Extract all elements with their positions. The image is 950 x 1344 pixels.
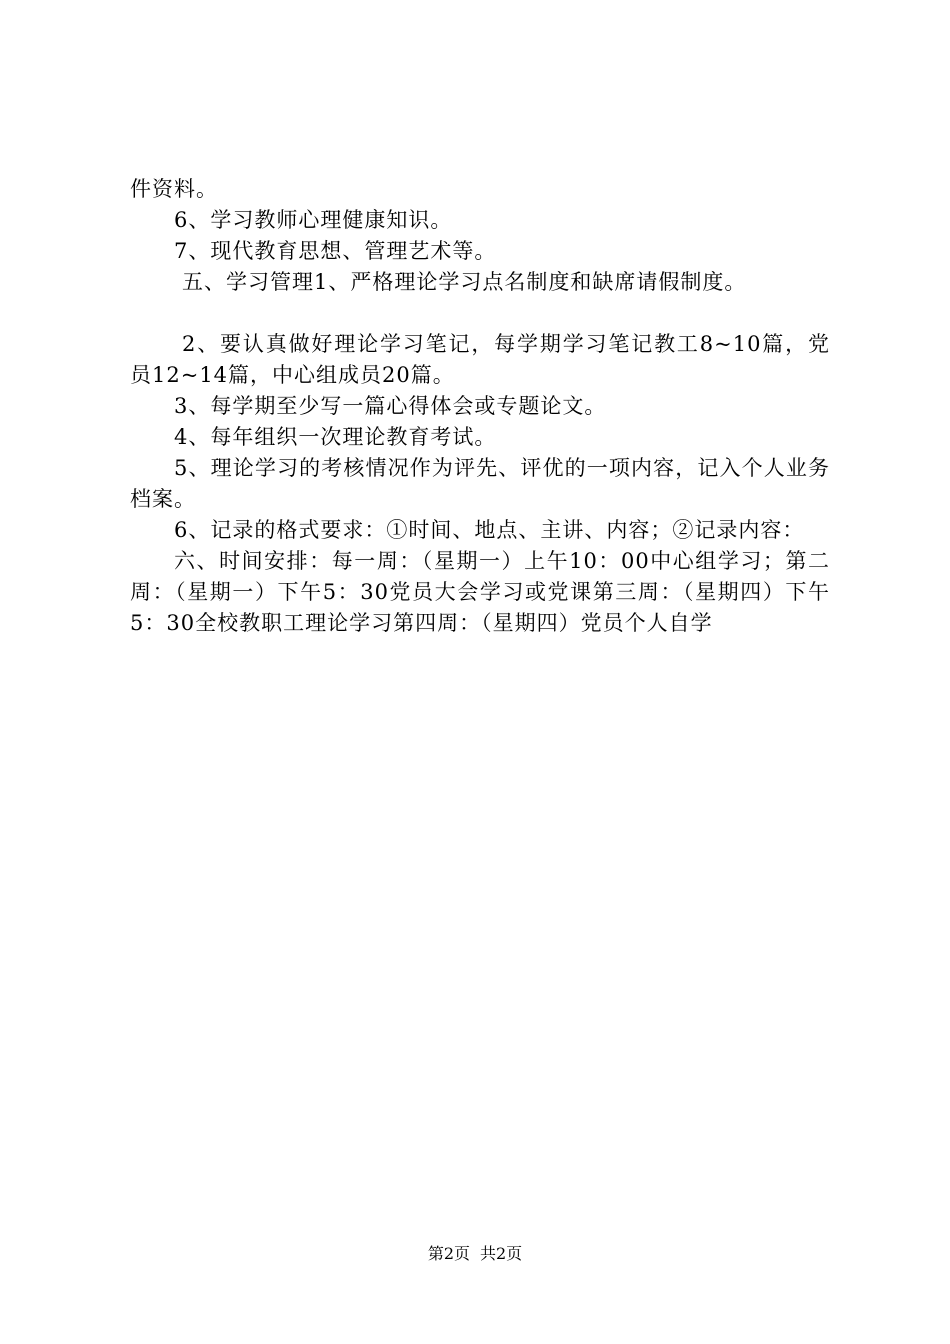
- paragraph-item-6-mental-health: 6、学习教师心理健康知识。: [174, 208, 453, 232]
- paragraph-item-6-record-format: 6、记录的格式要求：①时间、地点、主讲、内容；②记录内容：: [174, 518, 805, 542]
- page-total: 共2页: [480, 1244, 523, 1263]
- page-footer: [0, 1243, 950, 1265]
- paragraph-section-6-schedule: 六、时间安排：每一周：（星期一）上午10：00中心组学习；第二周：（星期一）下午5：30党员大会学习或党课第三周：（星期四）下午5：30全校教职工理论学习第四周：（星期四）党员个人自学: [130, 549, 830, 635]
- paragraph-item-7-modern-education: 7、现代教育思想、管理艺术等。: [174, 239, 497, 263]
- page-number: 第2页: [427, 1244, 470, 1263]
- paragraph-item-5-assessment: 5、理论学习的考核情况作为评先、评优的一项内容，记入个人业务档案。: [130, 456, 830, 511]
- document-body: [130, 174, 830, 639]
- paragraph-item-3-essay: 3、每学期至少写一篇心得体会或专题论文。: [174, 394, 607, 418]
- paragraph-item-4-exam: 4、每年组织一次理论教育考试。: [174, 425, 497, 449]
- paragraph-continuation: 件资料。: [130, 177, 218, 201]
- paragraph-item-2-study-notes: 2、要认真做好理论学习笔记，每学期学习笔记教工8~10篇，党员12~14篇，中心组成员20篇。: [130, 332, 830, 387]
- paragraph-section-5-study-management: 五、学习管理1、严格理论学习点名制度和缺席请假制度。: [182, 270, 747, 294]
